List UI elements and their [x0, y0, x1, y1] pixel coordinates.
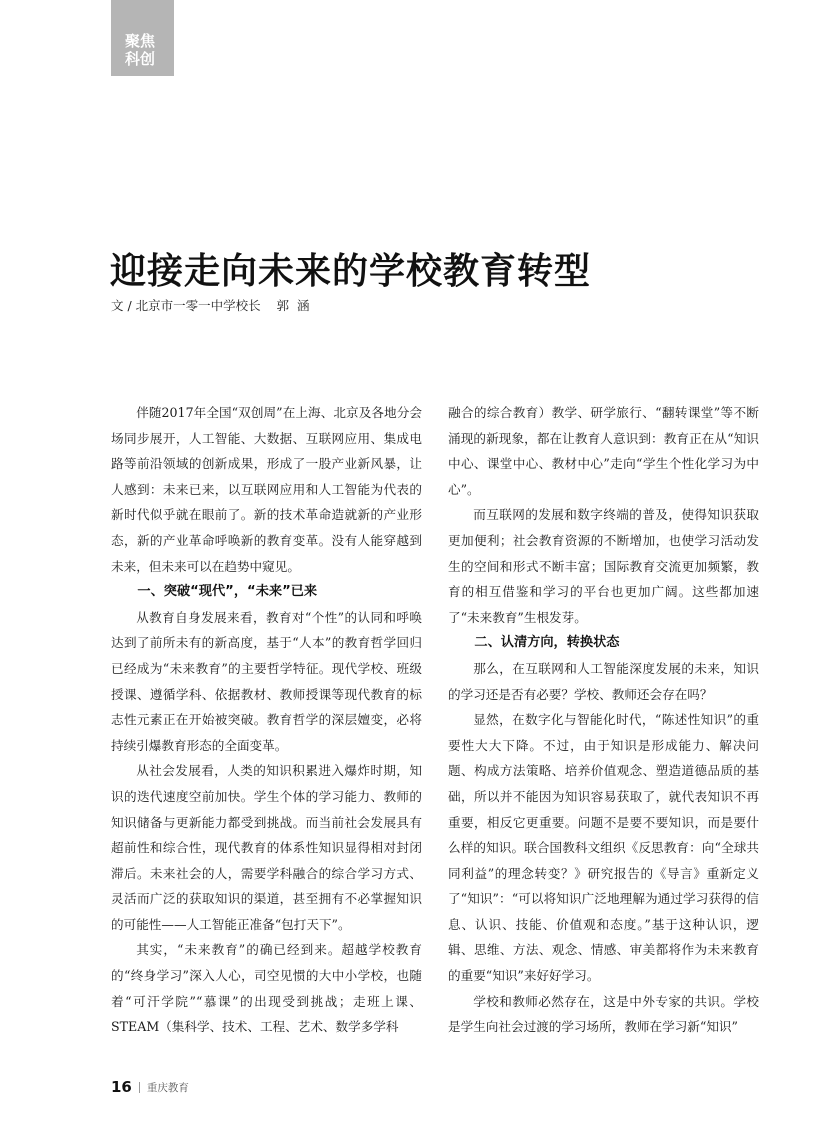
paragraph: 其实，“未来教育”的确已经到来。超越学校教育的“终身学习”深入人心，司空见惯的大中小学校，也随着“可汗学院”“慕课”的出现受到挑战；走班上课、STEAM（集科学、技术、工程、艺术、数学多学科: [111, 942, 422, 1035]
paragraph: 从教育自身发展来看，教育对“个性”的认同和呼唤达到了前所未有的新高度，基于“人本”的教育哲学回归已经成为“未来教育”的主要哲学特征。现代学校、班级授课、遵循学科、依据教材、教师授课等现代教育的标志性元素正在开始被突破。教育哲学的深层嬗变，必将持续引爆教育形态的全面变革。: [111, 609, 422, 753]
section-heading-1: 一、突破“现代”，“未来”已来: [137, 584, 318, 600]
left-column: [111, 400, 422, 1040]
paragraph: 显然，在数字化与智能化时代，“陈述性知识”的重要性大大下降。不过，由于知识是形成能力、解决问题、构成方法策略、培养价值观念、塑造道德品质的基础，所以并不能因为知识容易获取了，就代表知识不再重要，相反它更重要。问题不是要不要知识，而是要什么样的知识。联合国教科文组织《反思教育：向“全球共同利益”的理念转变？》研究报告的《导言》重新定义了“知识”：“可以将知识广泛地理解为通过学习获得的信息、认识、技能、价值观和态度。”基于这种认识，逻辑、思维、方法、观念、情感、审美都将作为未来教育的重要“知识”来好好学习。: [448, 712, 759, 984]
section-tab-line2: 科创: [125, 50, 156, 68]
paragraph: 学校和教师必然存在，这是中外专家的共识。学校是学生向社会过渡的学习场所，教师在学习新“知识”: [448, 993, 759, 1035]
article-title: 迎接走向未来的学校教育转型: [110, 250, 592, 292]
paragraph: 伴随2017年全国“双创周”在上海、北京及各地分会场同步展开，人工智能、大数据、互联网应用、集成电路等前沿领域的创新成果，形成了一股产业新风暴，让人感到：未来已来，以互联网应用和人工智能为代表的新时代似乎就在眼前了。新的技术革命造就新的产业形态，新的产业革命呼唤新的教育变革。没有人能穿越到未来，但未来可以在趋势中窥见。: [111, 405, 422, 574]
footer-divider: [139, 1082, 140, 1093]
article-byline: 文 / 北京市一零一中学校长 郭 涵: [111, 298, 310, 313]
page-number: 16: [111, 1078, 132, 1096]
paragraph: 那么，在互联网和人工智能深度发展的未来，知识的学习还是否有必要？学校、教师还会存在吗？: [448, 660, 759, 702]
journal-name: 重庆教育: [146, 1081, 189, 1094]
paragraph: 而互联网的发展和数字终端的普及，使得知识获取更加便利；社会教育资源的不断增加，也使学习活动发生的空间和形式不断丰富；国际教育交流更加频繁，教育的相互借鉴和学习的平台也更加广阔。这些都加速了“未来教育”生根发芽。: [448, 507, 759, 625]
section-tab: [111, 0, 174, 76]
page-footer: [111, 1078, 189, 1096]
right-column: [448, 400, 759, 1040]
section-heading-2: 二、认清方向，转换状态: [474, 635, 620, 651]
paragraph: 从社会发展看，人类的知识积累进入爆炸时期，知识的迭代速度空前加快。学生个体的学习能力、教师的知识储备与更新能力都受到挑战。而当前社会发展具有超前性和综合性，现代教育的体系性知识显得相对封闭滞后。未来社会的人，需要学科融合的综合学习方式、灵活而广泛的获取知识的渠道，甚至拥有不必掌握知识的可能性——人工智能正准备“包打天下”。: [111, 763, 422, 932]
section-tab-line1: 聚焦: [125, 32, 156, 50]
paragraph: 融合的综合教育）教学、研学旅行、“翻转课堂”等不断涌现的新现象，都在让教育人意识到：教育正在从“知识中心、课堂中心、教材中心”走向“学生个性化学习为中心”。: [448, 405, 759, 497]
